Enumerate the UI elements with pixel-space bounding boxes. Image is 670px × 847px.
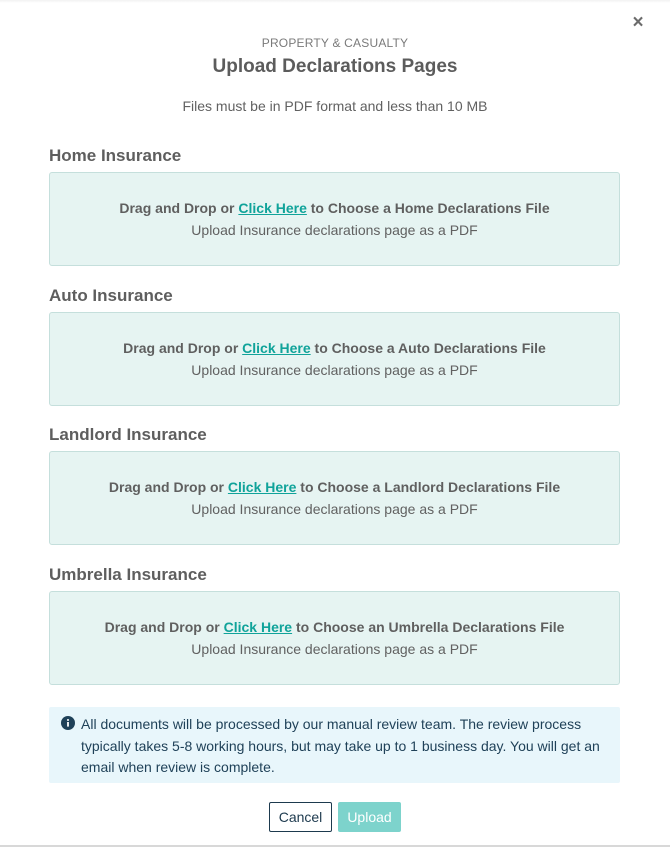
section-title: Home Insurance <box>49 146 182 165</box>
upload-button[interactable]: Upload <box>338 802 401 832</box>
click-here-link[interactable]: Click Here <box>242 340 311 356</box>
dropzone-instructions <box>109 477 560 497</box>
dropzone-prefix: Drag and Drop or <box>104 619 224 635</box>
review-notice <box>49 707 620 783</box>
section-umbrella-insurance <box>49 564 620 685</box>
file-requirements-text: Files must be in PDF format and less than 10 MB <box>182 98 488 114</box>
dropzone-instructions <box>105 617 565 637</box>
home-dropzone[interactable] <box>49 172 620 266</box>
modal-top-edge <box>0 0 670 3</box>
dropzone-suffix: to Choose a Auto Declarations File <box>310 340 546 356</box>
section-title: Auto Insurance <box>49 286 173 305</box>
section-title: Landlord Insurance <box>49 425 207 444</box>
dropzone-hint: Upload Insurance declarations page as a PDF <box>191 362 478 378</box>
auto-dropzone[interactable] <box>49 312 620 406</box>
dropzone-prefix: Drag and Drop or <box>119 200 239 216</box>
section-landlord-insurance <box>49 424 620 545</box>
landlord-dropzone[interactable] <box>49 451 620 545</box>
section-title: Umbrella Insurance <box>49 565 207 584</box>
click-here-link[interactable]: Click Here <box>223 619 293 635</box>
modal-actions <box>0 802 670 832</box>
modal-title: Upload Declarations Pages <box>212 56 458 77</box>
click-here-link[interactable]: Click Here <box>227 479 297 495</box>
dropzone-hint: Upload Insurance declarations page as a PDF <box>191 641 478 657</box>
notice-text: All documents will be processed by our manual review team. The review process typically takes 5-8 working hours, but may take up to 1 business day. You will get an email when review is complete. <box>81 716 600 776</box>
click-here-link[interactable]: Click Here <box>238 200 307 216</box>
cancel-button[interactable]: Cancel <box>269 802 332 832</box>
section-home-insurance <box>49 145 620 266</box>
dropzone-prefix: Drag and Drop or <box>108 479 228 495</box>
info-icon <box>61 716 75 730</box>
umbrella-dropzone[interactable] <box>49 591 620 685</box>
dropzone-prefix: Drag and Drop or <box>123 340 243 356</box>
close-icon[interactable]: × <box>632 12 644 33</box>
dropzone-suffix: to Choose a Landlord Declarations File <box>296 479 561 495</box>
dropzone-suffix: to Choose an Umbrella Declarations File <box>292 619 565 635</box>
dropzone-hint: Upload Insurance declarations page as a PDF <box>191 222 478 238</box>
dropzone-hint: Upload Insurance declarations page as a PDF <box>191 501 478 517</box>
dropzone-instructions <box>119 198 549 218</box>
modal-eyebrow: PROPERTY & CASUALTY <box>261 36 409 50</box>
dropzone-instructions <box>123 338 546 358</box>
dropzone-suffix: to Choose a Home Declarations File <box>306 200 550 216</box>
section-auto-insurance <box>49 285 620 406</box>
